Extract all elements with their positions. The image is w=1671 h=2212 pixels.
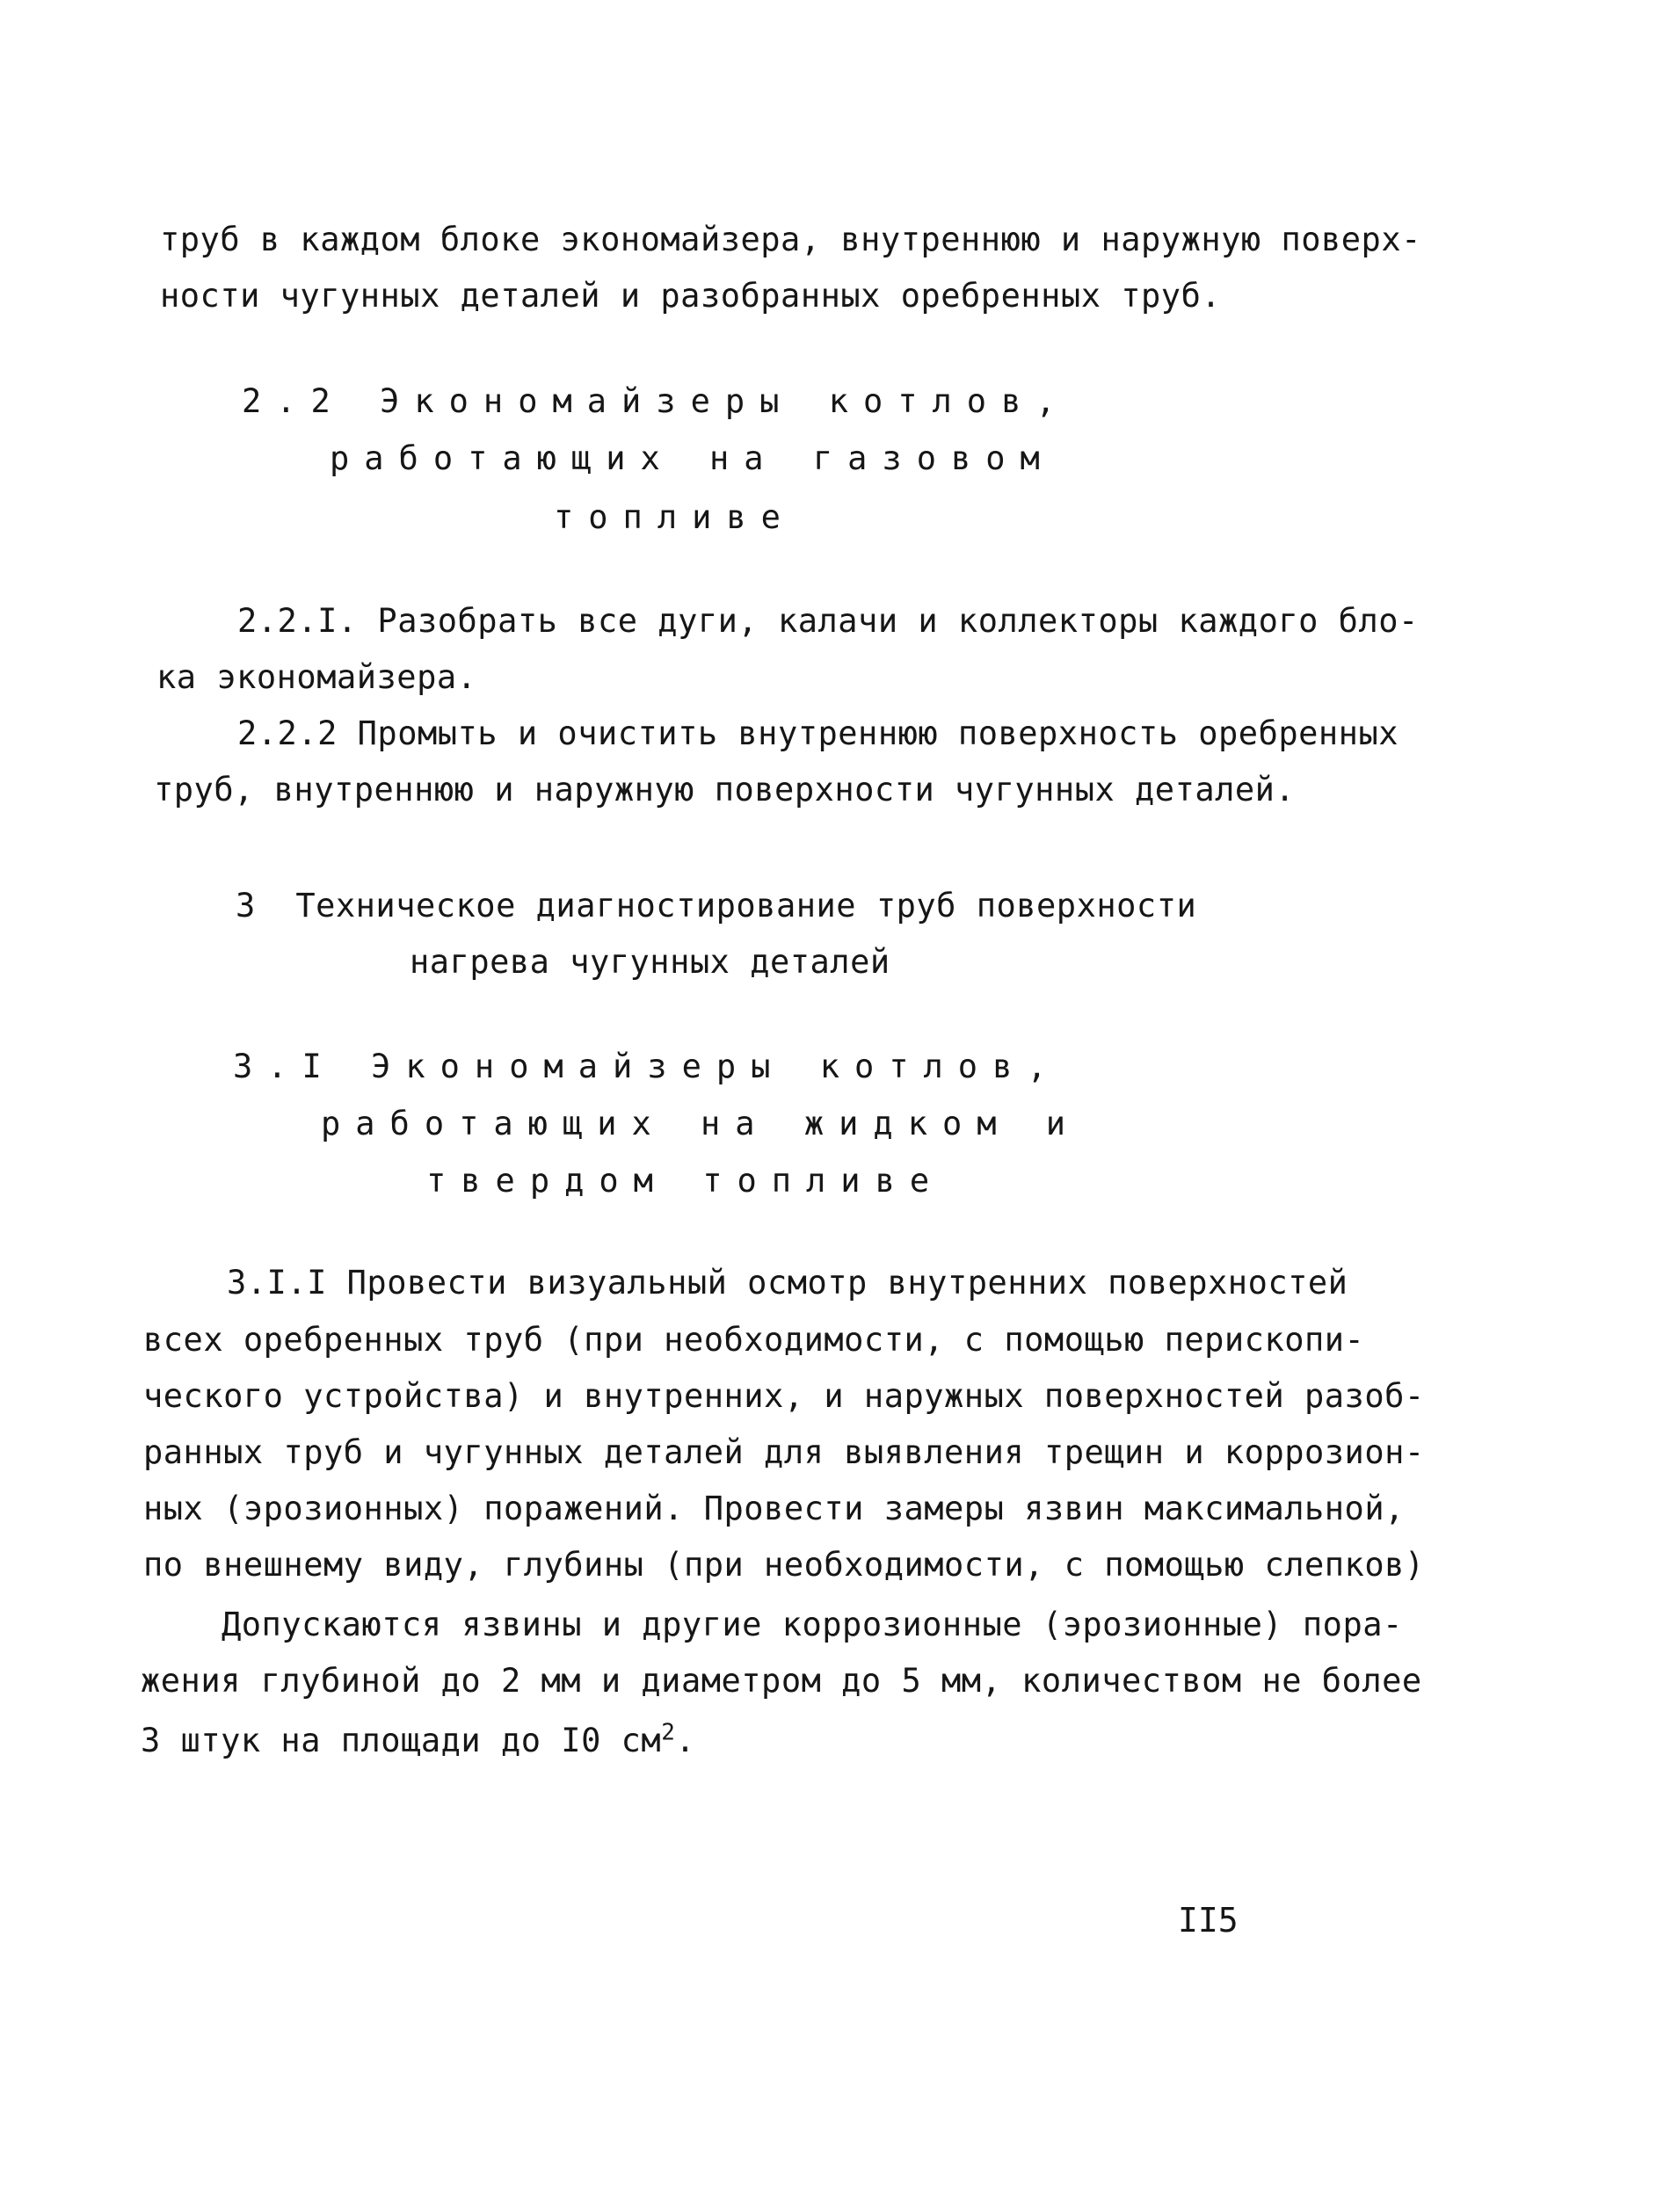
- para-3-1-1-line-4: ранных труб и чугунных деталей для выявления трещин и коррозион-: [143, 1433, 1425, 1471]
- section-3-1-heading-line-1: 3.I Экономайзеры котлов,: [233, 1048, 1062, 1085]
- superscript-2: 2: [661, 1719, 676, 1746]
- para-3-1-1-line-2: всех оребренных труб (при необходимости, с помощью перископи-: [143, 1321, 1365, 1359]
- para-3-1-1-line-3: ческого устройства) и внутренних, и наружных поверхностей разоб-: [143, 1377, 1425, 1415]
- section-2-2-heading-line-2: работающих на газовом: [330, 439, 1055, 477]
- para-tolerance-line-2: жения глубиной до 2 мм и диаметром до 5 мм, количеством не более: [141, 1662, 1422, 1700]
- section-3-1-heading-line-2: работающих на жидком и: [321, 1105, 1081, 1142]
- para-tolerance-line-1: Допускаются язвины и другие коррозионные (эрозионные) пора-: [222, 1606, 1403, 1643]
- para-3-1-1-line-1: 3.I.I Провести визуальный осмотр внутренних поверхностей: [227, 1264, 1348, 1302]
- section-3-heading-line-1: 3 Техническое диагностирование труб поверхности: [236, 887, 1197, 925]
- section-3-1-heading-line-3: твердом топливе: [426, 1162, 945, 1200]
- para-tolerance-line-3: [141, 1719, 696, 1759]
- item-2-2-2-line-1: 2.2.2 Промыть и очистить внутреннюю поверхность оребренных: [237, 714, 1399, 752]
- para-tolerance-line-3-text: 3 штук на площади до I0 см: [141, 1722, 662, 1759]
- para-3-1-1-line-5: ных (эрозионных) поражений. Провести замеры язвин максимальной,: [143, 1490, 1405, 1527]
- item-2-2-2-line-2: труб, внутреннюю и наружную поверхности чугунных деталей.: [154, 771, 1296, 809]
- intro-line-2: ности чугунных деталей и разобранных оребренных труб.: [160, 277, 1222, 315]
- page-number: II5: [1178, 1901, 1239, 1940]
- item-2-2-1-line-1: 2.2.I. Разобрать все дуги, калачи и коллекторы каждого бло-: [237, 602, 1419, 640]
- section-2-2-heading-line-1: 2.2 Экономайзеры котлов,: [242, 382, 1071, 420]
- para-3-1-1-line-6: по внешнему виду, глубины (при необходимости, с помощью слепков): [143, 1546, 1425, 1584]
- intro-line-1: труб в каждом блоке экономайзера, внутреннюю и наружную поверх-: [160, 221, 1421, 258]
- section-3-heading-line-2: нагрева чугунных деталей: [410, 943, 890, 981]
- para-tolerance-line-3-end: .: [675, 1722, 696, 1759]
- item-2-2-1-line-2: ка экономайзера.: [156, 658, 477, 696]
- section-2-2-heading-line-3: топливе: [554, 498, 796, 536]
